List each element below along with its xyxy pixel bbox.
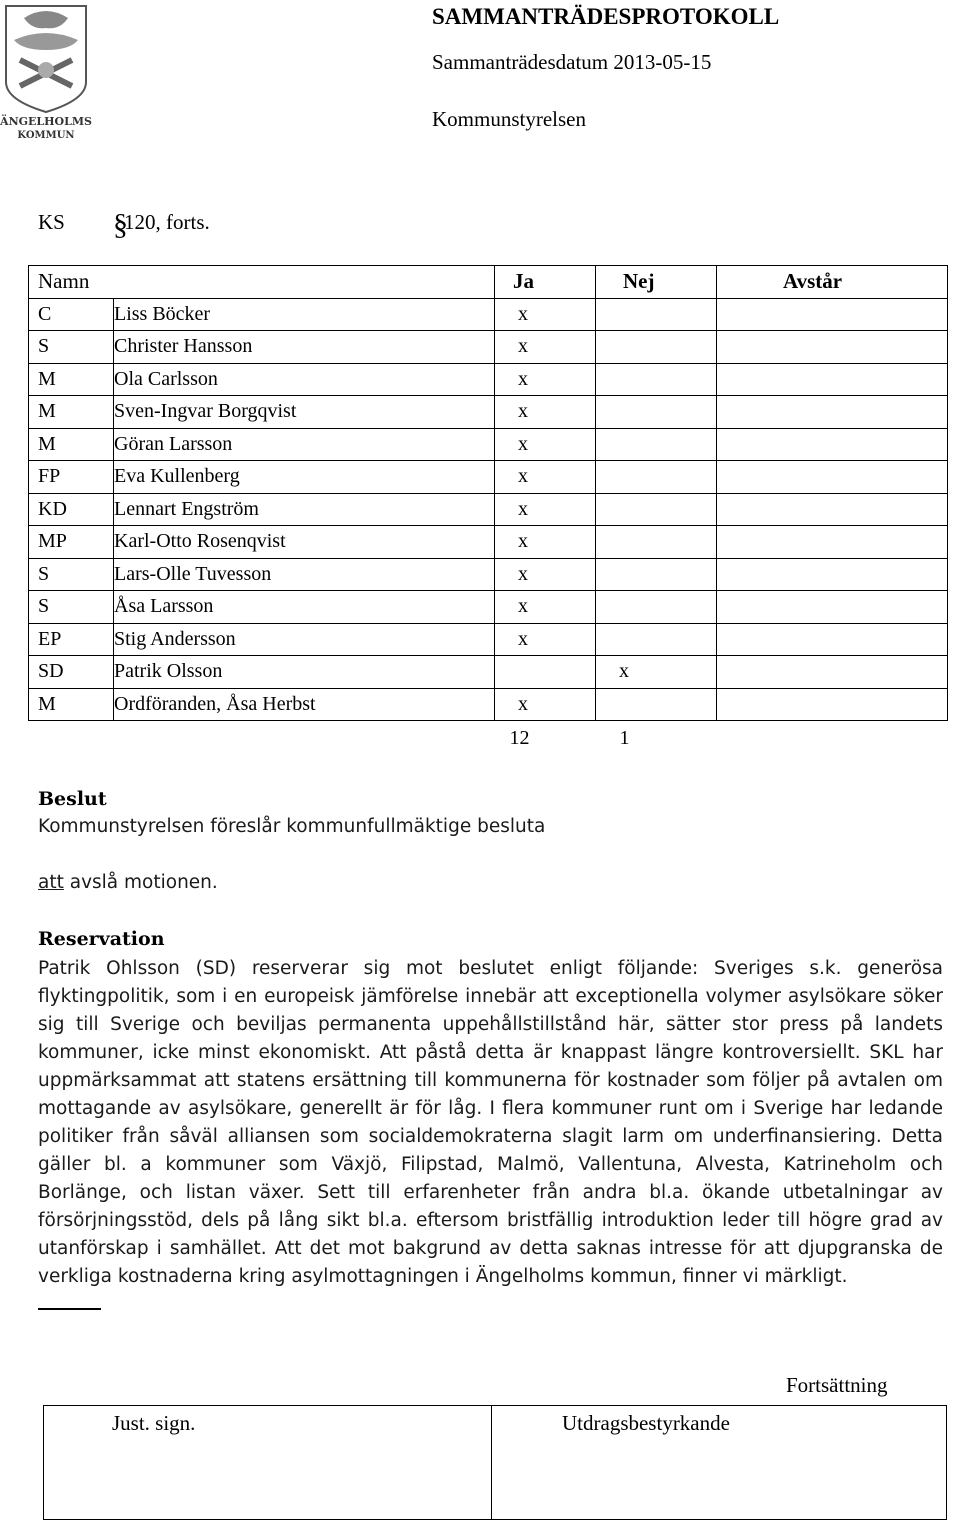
ja-cell — [495, 623, 596, 656]
name-cell-value: Lars-Olle Tuvesson — [114, 562, 272, 585]
name-cell-value: Lennart Engström — [114, 497, 259, 520]
nej-cell — [596, 688, 717, 721]
name-cell-value: Karl-Otto Rosenqvist — [114, 530, 286, 553]
ja-cell-value: x — [518, 302, 528, 325]
party-cell-value: SD — [38, 660, 64, 683]
avstar-cell — [717, 623, 948, 656]
nej-cell — [596, 331, 717, 364]
avstar-cell — [717, 428, 948, 461]
name-cell-value: Patrik Olsson — [114, 660, 223, 683]
ja-cell — [495, 428, 596, 461]
signature-extract: Utdragsbestyrkande — [562, 1411, 730, 1435]
ja-cell — [495, 298, 596, 331]
table-row — [29, 688, 948, 721]
table-row — [29, 331, 948, 364]
meeting-date: Sammanträdesdatum 2013-05-15 — [432, 50, 712, 74]
name-cell-value: Eva Kullenberg — [114, 465, 240, 488]
nej-cell — [596, 623, 717, 656]
separator-rule — [38, 1308, 101, 1310]
signature-just-sign: Just. sign. — [112, 1411, 196, 1435]
name-cell — [114, 461, 495, 494]
reservation-text: Patrik Ohlsson (SD) reserverar sig mot beslutet enligt följande: Sveriges s.k. generösa flyktingpolitik, som i en europeisk jämförelse innebär att exceptionella volymer asylsökare söker sig till Sverige och beviljas permanenta uppehållstillstånd här, sätter stor press på landets kommuner, icke minst ekonomiskt. Att påstå detta är knappast längre kontroversiellt. SKL har uppmärksammat att statens ersättning till kommunerna för kostnader som följer på avtalen om mottagande av asylsökare, generellt är för låg. I flera kommuner runt om i Sverige har ledande politiker från såväl alliansen som socialdemokraterna slagit larm om underfinansiering. Detta gäller bl. a kommuner som Växjö, Filipstad, Malmö, Vallentuna, Alvesta, Katrineholm och Borlänge, och listan växer. Sett till erfarenheter från andra bl.a. ökande utbetalningar av försörjningsstöd, dels på lång sikt bl.a. eftersom bristfällig introduktion leder till högre grad av utanförskap i samhället. Att det mot bakgrund av detta saknas intresse för att djupgranska de verkliga kostnaderna kring asylmottagningen i Ängelholms kommun, finner vi märkligt. — [38, 958, 943, 1287]
name-cell — [114, 428, 495, 461]
ja-cell-value: x — [518, 530, 528, 553]
avstar-cell — [717, 493, 948, 526]
party-cell-value: S — [38, 562, 50, 585]
ja-cell — [495, 493, 596, 526]
ja-cell-value: x — [518, 595, 528, 618]
name-cell-value: Ola Carlsson — [114, 367, 218, 390]
name-cell — [114, 298, 495, 331]
header-avstar: Avstår — [783, 269, 843, 294]
nej-cell — [596, 396, 717, 429]
decision-att-clause — [38, 872, 218, 893]
coat-of-arms-icon — [0, 0, 92, 145]
name-cell-value: Sven-Ingvar Borgqvist — [114, 400, 297, 423]
name-cell — [114, 591, 495, 624]
nej-cell — [596, 656, 717, 689]
party-cell — [29, 363, 114, 396]
nej-cell — [596, 558, 717, 591]
party-cell-value: M — [38, 432, 56, 455]
name-cell — [114, 396, 495, 429]
party-cell-value: EP — [38, 627, 62, 650]
table-row — [29, 298, 948, 331]
att-rest: avslå motionen. — [63, 872, 218, 893]
continuation-note: Fortsättning — [786, 1373, 888, 1397]
nej-cell — [596, 493, 717, 526]
ja-cell — [495, 331, 596, 364]
name-cell — [114, 623, 495, 656]
avstar-cell — [717, 526, 948, 559]
ja-cell-value: x — [518, 400, 528, 423]
nej-cell — [596, 428, 717, 461]
table-row — [29, 526, 948, 559]
document-title: SAMMANTRÄDESPROTOKOLL — [432, 4, 780, 29]
table-row — [29, 396, 948, 429]
avstar-cell — [717, 558, 948, 591]
name-cell — [114, 331, 495, 364]
party-cell — [29, 623, 114, 656]
avstar-cell — [717, 591, 948, 624]
vote-table — [28, 265, 948, 755]
table-row — [29, 461, 948, 494]
nej-cell — [596, 461, 717, 494]
organ-name: Kommunstyrelsen — [432, 107, 586, 131]
nej-cell — [596, 591, 717, 624]
name-cell-value: Åsa Larsson — [114, 595, 214, 618]
avstar-cell — [717, 396, 948, 429]
name-cell — [114, 526, 495, 559]
section-mark: § — [113, 208, 128, 241]
party-cell — [29, 591, 114, 624]
decision-text: Kommunstyrelsen föreslår kommunfullmäktige besluta — [38, 816, 546, 837]
party-cell — [29, 656, 114, 689]
party-cell — [29, 558, 114, 591]
ja-cell-value: x — [518, 432, 528, 455]
avstar-cell — [717, 363, 948, 396]
name-cell — [114, 688, 495, 721]
party-cell-value: C — [38, 302, 52, 325]
avstar-cell — [717, 656, 948, 689]
name-cell — [114, 493, 495, 526]
ja-cell — [495, 526, 596, 559]
ja-cell — [495, 558, 596, 591]
nej-cell — [596, 526, 717, 559]
avstar-cell — [717, 298, 948, 331]
party-cell — [29, 526, 114, 559]
ja-cell — [495, 363, 596, 396]
ja-cell — [495, 591, 596, 624]
table-row — [29, 558, 948, 591]
party-cell-value: KD — [38, 497, 67, 520]
svg-text:KOMMUN: KOMMUN — [17, 130, 75, 141]
party-cell-value: S — [38, 595, 50, 618]
party-cell-value: M — [38, 692, 56, 715]
ja-cell-value: x — [518, 627, 528, 650]
avstar-cell — [717, 461, 948, 494]
party-cell — [29, 396, 114, 429]
att-word: att — [38, 872, 64, 893]
nej-cell-value: x — [619, 660, 629, 683]
total-ja: 12 — [509, 726, 530, 749]
ja-cell-value: x — [518, 367, 528, 390]
party-cell — [29, 428, 114, 461]
name-cell-value: Göran Larsson — [114, 432, 233, 455]
party-cell-value: FP — [38, 465, 61, 488]
signature-divider — [491, 1405, 492, 1520]
case-reference: 120, forts. — [124, 210, 210, 234]
table-row — [29, 656, 948, 689]
party-cell-value: S — [38, 335, 50, 358]
header-ja: Ja — [513, 269, 534, 294]
municipality-logo — [0, 0, 92, 145]
name-cell — [114, 656, 495, 689]
ja-cell — [495, 461, 596, 494]
table-row — [29, 363, 948, 396]
total-nej: 1 — [619, 726, 630, 749]
name-cell — [114, 363, 495, 396]
case-prefix: KS — [38, 210, 65, 234]
decision-heading: Beslut — [38, 788, 107, 810]
table-row — [29, 623, 948, 656]
ja-cell-value: x — [518, 335, 528, 358]
table-header-row — [29, 266, 948, 299]
party-cell — [29, 493, 114, 526]
nej-cell — [596, 363, 717, 396]
party-cell — [29, 298, 114, 331]
name-cell-value: Stig Andersson — [114, 627, 236, 650]
name-cell — [114, 558, 495, 591]
avstar-cell — [717, 688, 948, 721]
party-cell — [29, 688, 114, 721]
party-cell-value: M — [38, 400, 56, 423]
ja-cell — [495, 688, 596, 721]
name-cell-value: Liss Böcker — [114, 302, 211, 325]
party-cell-value: M — [38, 367, 56, 390]
ja-cell-value: x — [518, 497, 528, 520]
party-cell-value: MP — [38, 530, 67, 553]
party-cell — [29, 331, 114, 364]
table-row — [29, 493, 948, 526]
reservation-heading: Reservation — [38, 928, 165, 950]
svg-text:ÄNGELHOLMS: ÄNGELHOLMS — [0, 115, 92, 128]
name-cell-value: Ordföranden, Åsa Herbst — [114, 692, 316, 715]
ja-cell — [495, 396, 596, 429]
header-name: Namn — [38, 269, 90, 294]
nej-cell — [596, 298, 717, 331]
ja-cell-value: x — [518, 692, 528, 715]
header-nej: Nej — [623, 269, 655, 294]
ja-cell-value: x — [518, 562, 528, 585]
avstar-cell — [717, 331, 948, 364]
totals-row — [29, 721, 948, 756]
ja-cell-value: x — [518, 465, 528, 488]
ja-cell — [495, 656, 596, 689]
table-row — [29, 591, 948, 624]
table-row — [29, 428, 948, 461]
party-cell — [29, 461, 114, 494]
name-cell-value: Christer Hansson — [114, 335, 253, 358]
